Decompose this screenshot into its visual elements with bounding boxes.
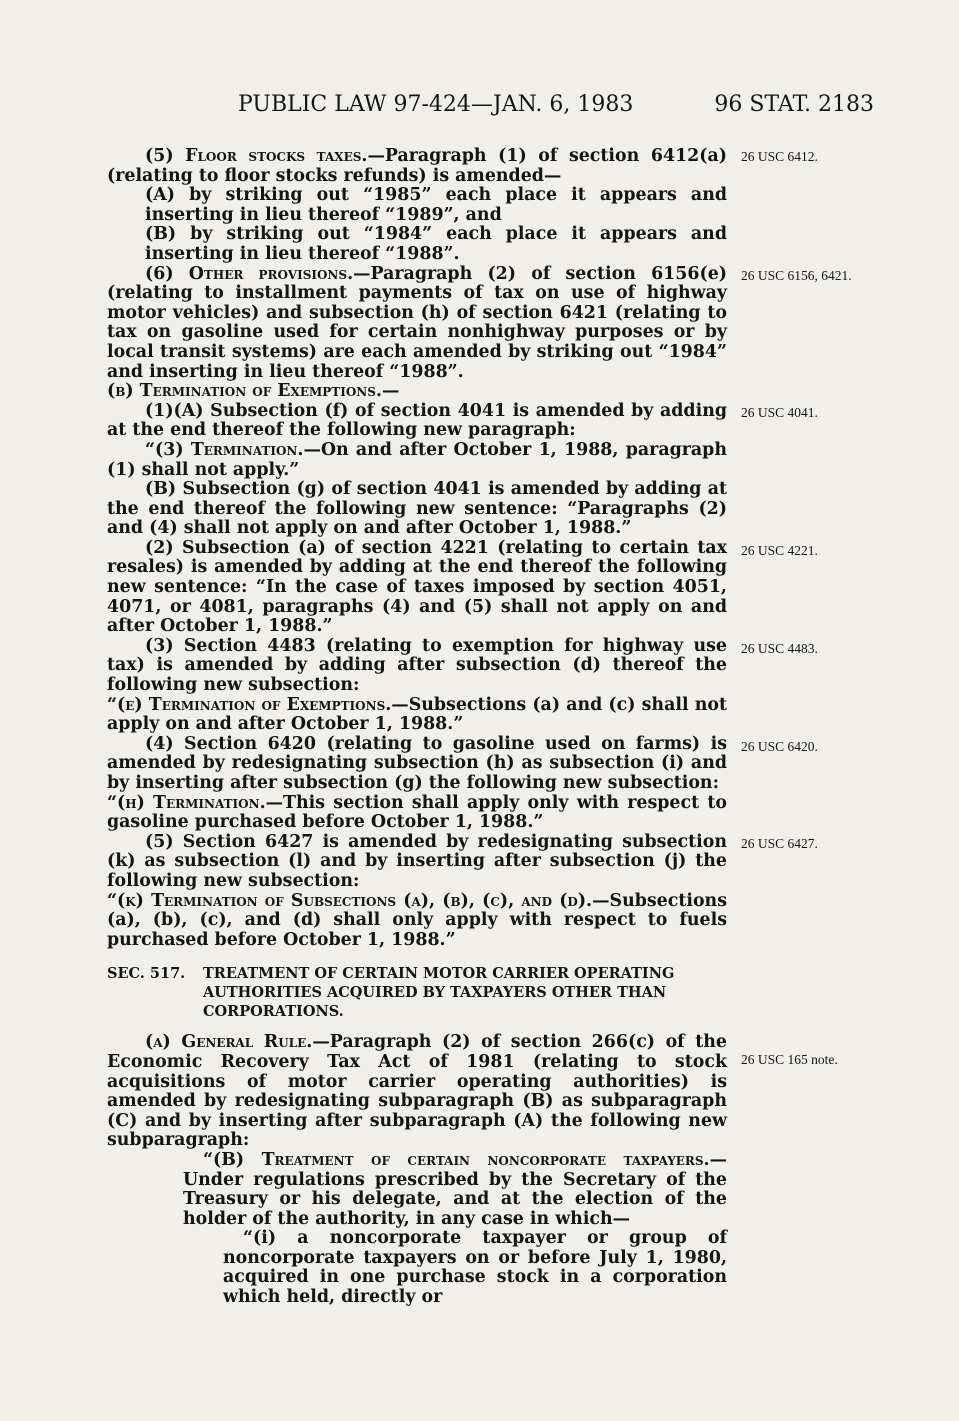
- heading-other-provisions: (6) Other provisions.: [145, 263, 354, 284]
- quote-b5-text: —Subsections (a), (b), (c), and (d) shall only apply with respect to fuels purchased before October 1, 1988.”: [107, 890, 727, 950]
- quote-b3-text: —Subsections (a) and (c) shall not apply on and after October 1, 1988.”: [107, 694, 727, 735]
- section-number: SEC. 517.: [107, 965, 186, 983]
- paragraph-a-text: —Paragraph (2) of section 266(c) of the Economic Recovery Tax Act of 1981 (relating to stock acquisitions of motor carrier operating authorities) is amended by redesignating subparagraph (B) as subparagraph (C) and by inserting after subparagraph (A) the following new subparagraph:: [107, 1032, 727, 1151]
- paragraph-5: [107, 147, 727, 186]
- paragraph-6: [107, 265, 727, 383]
- heading-general-rule: (a) General Rule.: [145, 1032, 313, 1053]
- quote-b4-text: —This section shall apply only with respect to gasoline purchased before October 1, 1988.”: [107, 792, 727, 833]
- quote-b4: [107, 794, 727, 833]
- margin-note-4221: 26 USC 4221.: [741, 543, 818, 558]
- heading-termination-exemptions: (b) Termination of Exemptions.: [107, 381, 382, 402]
- paragraph-5b: [107, 225, 727, 264]
- quote-subparagraph-b-text: —Under regulations prescribed by the Secretary of the Treasury or his delegate, and at the election of the holder of the authority, in any case in which—: [183, 1149, 727, 1229]
- paragraph-b2-text: (2) Subsection (a) of section 4221 (relating to certain tax resales) is amended by adding at the end thereof the following new sentence: “In the case of taxes imposed by section 4051, 4071, or 4081, paragraphs (4) and (5) shall not apply on and after October 1, 1988.”: [107, 537, 727, 637]
- margin-note-6156: 26 USC 6156, 6421.: [741, 268, 852, 283]
- heading-termination-k: “(k) Termination of Subsections (a), (b), (c), and (d).: [107, 890, 593, 911]
- paragraph-b3: [107, 637, 727, 696]
- margin-note-6420: 26 USC 6420.: [741, 739, 818, 754]
- paragraph-b5-text: (5) Section 6427 is amended by redesignating subsection (k) as subsection (l) and by inserting after subsection (j) the following new subsection:: [107, 831, 727, 891]
- heading-floor-stocks: (5) Floor stocks taxes.: [145, 146, 368, 166]
- paragraph-b1a-text: (1)(A) Subsection (f) of section 4041 is amended by adding at the end thereof the following new paragraph:: [107, 400, 727, 441]
- quote-b3: [107, 696, 727, 735]
- paragraph-5a: [107, 186, 727, 225]
- heading-noncorporate-taxpayers: “(B) Treatment of certain noncorporate taxpayers.: [203, 1149, 710, 1170]
- margin-note-6412: 26 USC 6412.: [741, 149, 818, 164]
- quote-b1a: [107, 441, 727, 480]
- margin-note-4041: 26 USC 4041.: [741, 405, 818, 420]
- quote-b1a-text: —On and after October 1, 1988, paragraph (1) shall not apply.”: [107, 439, 727, 480]
- paragraph-5b-text: (B) by striking out “1984” each place it appears and inserting in lieu thereof “1988”.: [145, 224, 727, 264]
- margin-note-4483: 26 USC 4483.: [741, 641, 818, 656]
- section-517-heading: [107, 964, 727, 1021]
- section-title: TREATMENT OF CERTAIN MOTOR CARRIER OPERATING AUTHORITIES ACQUIRED BY TAXPAYERS OTHER THAN CORPORATIONS.: [203, 965, 675, 1021]
- quote-clause-i-text: “(i) a noncorporate taxpayer or group of noncorporate taxpayers on or before July 1, 1980, acquired in one purchase stock in a corporation which held, directly or: [223, 1228, 727, 1308]
- paragraph-b1b-text: (B) Subsection (g) of section 4041 is amended by adding at the end thereof the following new sentence: “Paragraphs (2) and (4) shall not apply on and after October 1, 1988.”: [107, 479, 727, 539]
- heading-termination-exemptions-e: “(e) Termination of Exemptions.: [107, 694, 392, 715]
- paragraph-b1a: [107, 402, 727, 441]
- page-header: [238, 92, 874, 132]
- quote-subparagraph-b: [107, 1151, 727, 1229]
- paragraph-b1b: [107, 480, 727, 539]
- header-title: PUBLIC LAW 97-424—JAN. 6, 1983: [238, 92, 634, 117]
- paragraph-5a-text: (A) by striking out “1985” each place it appears and inserting in lieu thereof “1989”, and: [145, 185, 727, 225]
- margin-note-6427: 26 USC 6427.: [741, 836, 818, 851]
- heading-dash: —: [381, 381, 400, 402]
- paragraph-a: [107, 1033, 727, 1151]
- paragraph-b4: [107, 735, 727, 794]
- header-stat-page: 96 STAT. 2183: [714, 92, 874, 117]
- paragraph-b5: [107, 833, 727, 892]
- paragraph-b3-text: (3) Section 4483 (relating to exemption for highway use tax) is amended by adding after subsection (d) thereof the following new subsection:: [107, 635, 727, 696]
- paragraph-b2: [107, 539, 727, 637]
- body-text: [107, 147, 727, 1308]
- paragraph-b4-text: (4) Section 6420 (relating to gasoline used on farms) is amended by redesignating subsection (h) as subsection (i) and by inserting after subsection (g) the following new subsection:: [107, 733, 727, 793]
- quote-clause-i: [107, 1229, 727, 1307]
- quote-b5: [107, 892, 727, 951]
- paragraph-6-text: —Paragraph (2) of section 6156(e) (relating to installment payments of tax on use of highway motor vehicles) and subsection (h) of section 6421 (relating to tax on gasoline used for certain nonhighway purposes or by local transit systems) are each amended by striking out “1984” and inserting in lieu thereof “1988”.: [107, 263, 727, 382]
- margin-note-165: 26 USC 165 note.: [741, 1052, 838, 1067]
- paragraph-5-text: —Paragraph (1) of section 6412(a) (relating to floor stocks refunds) is amended—: [107, 146, 727, 186]
- subsection-b-heading: [107, 382, 727, 402]
- heading-termination-3: “(3) Termination.: [145, 439, 304, 460]
- heading-termination-h: “(h) Termination.: [107, 792, 266, 813]
